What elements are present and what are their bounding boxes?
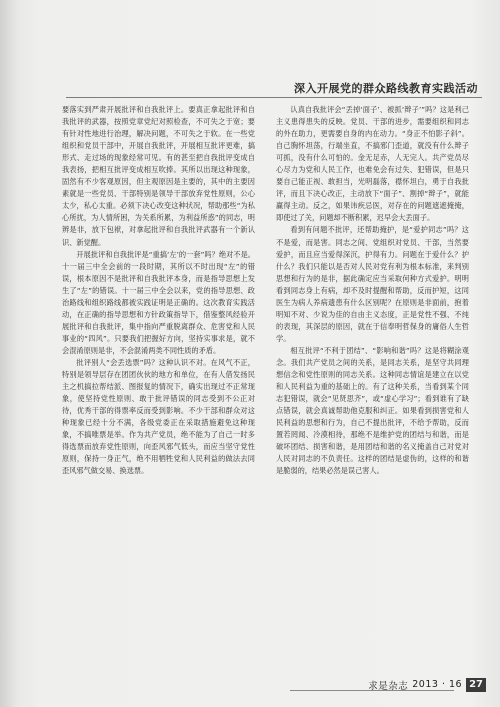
paragraph: 相互批评“不利于团结”、“影响和谐”吗？这是将糊涂观念。我们共产党员之间的关系，是同志关系，是坚守共同理想信念和党性原则的同志关系。这种同志情谊是建立在以党和人民利益为重的基础上的。有了这种关系，当看到某个同志犯错误，就会“见贤思齐”，或“虚心学习”；看到谁有了缺点错误，就会真诚帮助他克服和纠正。如果看到损害党和人民利益的思想和行为，自己不提出批评，不给予帮助，反而置若罔闻、冷漠相待，那绝不是维护党的团结与和谐，而是破坏团结、损害和谐，是用团结和谐的名义掩盖自己对党对人民对同志的不负责任。这样的团结是虚伪的，这样的和谐是脆弱的，结果必然是误己害人。: [276, 345, 469, 476]
paragraph: 开展批评和自我批评是“重搞‘左’的一套”吗？绝对不是。十一届三中全会前的一段时期，其所以不时出现“左”的错误，根本原因不是批评和自我批评本身，而是指导思想上发生了“左”的错误。十一届三中全会以来，党的指导思想、政治路线和组织路线都被实践证明是正确的。这次教育实践活动，在正确的指导思想和方针政策指导下，借鉴整风经验开展批评和自我批评，集中指向严重脱离群众、危害党和人民事业的“四风”。只要我们把握好方向，坚持实事求是，就不会混淆原则是非，不会混淆两类不同性质的矛盾。: [62, 249, 255, 355]
page-footer: [368, 677, 486, 692]
paragraph: 认真自我批评会“丢掉‘面子’、被抓‘辫子’”吗？这是利己主义患得患失的反映。党员、干部的进步，需要组织和同志的外在助力，更需要自身的内在动力。“身正不怕影子斜”。自己胸怀坦荡，行端坐直，不搞邪门歪道，就没有什么辫子可抓，没有什么可怕的。金无足赤，人无完人。共产党员尽心尽力为党和人民工作，也难免会有过失、犯错误，但是只要自己能正视、敢担当，光明磊落，襟怀坦白，勇于自我批评，而且下决心改正，主动放下“面子”、割掉“辫子”，就能赢得主动。反之，如果讳疾忌医，对存在的问题遮遮掩掩，即使过了关，问题却不断积累，迟早会大丢面子。: [276, 105, 469, 223]
paragraph: 看到有问题不批评，还帮助掩护，是“爱护同志”吗？这不是爱，而是害。同志之间、党组织对党员、干部，当然要爱护，而且应当爱得深沉，护得有力。问题在于爱什么？护什么？我们只能以是否对人民对党有利为根本标准，来判别思想和行为的是非，据此确定应当采取何种方式爱护。明明看到同志身上有病，却不及时提醒和帮助，反而护短，这同医生为病人养病遗患有什么区别呢？在原则是非面前，抱着明知不对、少说为佳的自由主义态度，正是党性不强、不纯的表现，其深层的原因，就在于信奉明哲保身的庸俗人生哲学。: [276, 225, 469, 343]
journal-name: 求是杂志: [368, 680, 409, 692]
paragraph: 要落实到严肃开展批评和自我批评上。要真正拿起批评和自我批评的武器，按照党章党纪对照检查，不可失之于宽；要有针对性地进行治理，解决问题，不可失之于软。在一些党组织和党员干部中，开展自我批评，开展相互批评更难，搞形式、走过场的现象经常可见。有的甚至把自我批评变成自我表扬，把相互批评变成相互吹捧。其所以出现这种现象，固然有不少客观原因，但主观原因是主要的，其中的主要因素就是一些党员、干部特别是领导干部放弃党性原则，公心太少，私心太重。必须下决心改变这种状况，帮助那些“为私心所扰，为人情所困，为关系所累，为利益所惑”的同志，明辨是非，放下包袱，对拿起批评和自我批评武器有一个新认识、新觉醒。: [62, 105, 255, 247]
article-column-left: [62, 104, 255, 664]
issue-number: 2013 · 16: [412, 679, 463, 690]
page-number: 27: [466, 678, 486, 692]
header-divider: [66, 97, 482, 98]
page-header-title: 深入开展党的群众路线教育实践活动: [294, 82, 478, 95]
paragraph: 批评别人“会丢选票”吗？这种认识不对。在风气不正，特别是领导层存在团团伙伙的地方和单位，在有人借发扬民主之机搞拉帮结派、图报复的情况下，确实出现过不正常现象，使坚持党性原则、敢于批评错误的同志受到不公正对待，优秀干部的得票率反而受到影响。不少干部和群众对这种现象已经十分不满，各级党委正在采取措施避免这种现象，不搞唯票是举。作为共产党员，绝不能为了自己一时多得选票而放弃党性原则，向歪风邪气低头，而应当坚守党性原则，保持一身正气，绝不用牺牲党和人民利益的做法去同歪风邪气做交易、换选票。: [62, 357, 255, 476]
article-column-right: [276, 104, 469, 664]
